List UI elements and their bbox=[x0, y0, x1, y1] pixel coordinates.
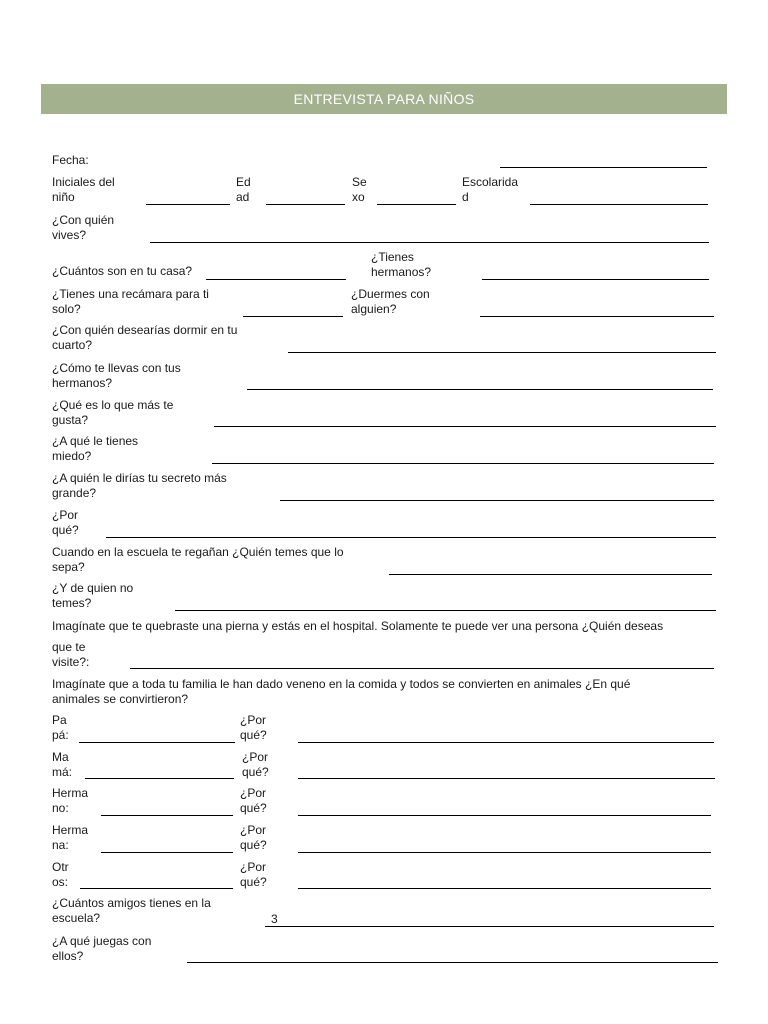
sexo-field[interactable] bbox=[377, 204, 456, 205]
mama-label: Ma má: bbox=[52, 750, 73, 779]
hermana-por-que-field[interactable] bbox=[298, 852, 711, 853]
iniciales-field[interactable] bbox=[146, 204, 230, 205]
duermes-label: ¿Duermes con alguien? bbox=[351, 287, 430, 316]
veneno-question: Imagínate que a toda tu familia le han dado veneno en la comida y todos se convierten en animales ¿En qué animales se convirtieron? bbox=[52, 677, 631, 706]
mas-gusta-label: ¿Qué es lo que más te gusta? bbox=[52, 398, 174, 427]
hermana-animal-field[interactable] bbox=[101, 852, 233, 853]
llevas-hermanos-label: ¿Cómo te llevas con tus hermanos? bbox=[52, 361, 181, 390]
hospital-question: Imagínate que te quebraste una pierna y estás en el hospital. Solamente te puede ver una persona ¿Quién deseas bbox=[52, 619, 664, 633]
llevas-hermanos-field[interactable] bbox=[247, 389, 713, 390]
hermano-por-que-field[interactable] bbox=[298, 815, 711, 816]
escolaridad-label: Escolarida d bbox=[462, 175, 519, 204]
visite-label: que te visite?: bbox=[52, 640, 90, 669]
otros-por-que-field[interactable] bbox=[298, 888, 711, 889]
con-quien-vives-label: ¿Con quién vives? bbox=[52, 213, 115, 242]
form-header bbox=[41, 84, 727, 114]
fecha-field[interactable] bbox=[500, 167, 707, 168]
sexo-label: Se xo bbox=[352, 175, 367, 204]
cuantos-casa-field[interactable] bbox=[206, 279, 346, 280]
hermano-label: Herma no: bbox=[52, 786, 89, 815]
tienes-hermanos-label: ¿Tienes hermanos? bbox=[371, 250, 432, 279]
recamara-label: ¿Tienes una recámara para ti solo? bbox=[52, 287, 209, 316]
recamara-field[interactable] bbox=[243, 316, 343, 317]
mama-por-que-label: ¿Por qué? bbox=[242, 750, 269, 779]
otros-label: Otr os: bbox=[52, 860, 69, 889]
hermana-por-que-label: ¿Por qué? bbox=[240, 823, 267, 852]
iniciales-label: Iniciales del niño bbox=[52, 175, 115, 204]
papa-por-que-field[interactable] bbox=[298, 742, 714, 743]
form-title: ENTREVISTA PARA NIÑOS bbox=[293, 91, 475, 107]
dormir-cuarto-label: ¿Con quién desearías dormir en tu cuarto? bbox=[52, 323, 238, 352]
mas-gusta-field[interactable] bbox=[214, 426, 716, 427]
hermano-por-que-label: ¿Por qué? bbox=[240, 786, 267, 815]
no-temes-field[interactable] bbox=[175, 610, 716, 611]
hermano-animal-field[interactable] bbox=[101, 815, 233, 816]
juegas-field[interactable] bbox=[187, 962, 718, 963]
edad-label: Ed ad bbox=[236, 175, 251, 204]
otros-animal-field[interactable] bbox=[80, 888, 233, 889]
amigos-label: ¿Cuántos amigos tienes en la escuela? bbox=[52, 896, 211, 925]
secreto-label: ¿A quién le dirías tu secreto más grande? bbox=[52, 471, 227, 500]
escuela-reganan-label: Cuando en la escuela te regañan ¿Quién temes que lo sepa? bbox=[52, 545, 344, 574]
hermana-label: Herma na: bbox=[52, 823, 89, 852]
secreto-field[interactable] bbox=[280, 500, 714, 501]
dormir-cuarto-field[interactable] bbox=[288, 352, 716, 353]
papa-animal-field[interactable] bbox=[79, 742, 235, 743]
amigos-field[interactable] bbox=[265, 926, 714, 927]
por-que-label: ¿Por qué? bbox=[52, 508, 79, 537]
no-temes-label: ¿Y de quien no temes? bbox=[52, 581, 134, 610]
duermes-field[interactable] bbox=[480, 316, 714, 317]
con-quien-vives-field[interactable] bbox=[150, 242, 709, 243]
visite-field[interactable] bbox=[130, 668, 714, 669]
miedo-field[interactable] bbox=[212, 463, 714, 464]
amigos-answer: 3 bbox=[271, 912, 278, 926]
edad-field[interactable] bbox=[266, 204, 345, 205]
fecha-label: Fecha: bbox=[52, 153, 89, 167]
tienes-hermanos-field[interactable] bbox=[482, 279, 709, 280]
cuantos-casa-label: ¿Cuántos son en tu casa? bbox=[52, 264, 193, 278]
juegas-label: ¿A qué juegas con ellos? bbox=[52, 934, 152, 963]
mama-por-que-field[interactable] bbox=[298, 778, 715, 779]
escolaridad-field[interactable] bbox=[530, 204, 708, 205]
mama-animal-field[interactable] bbox=[85, 778, 234, 779]
papa-por-que-label: ¿Por qué? bbox=[240, 713, 267, 742]
papa-label: Pa pá: bbox=[52, 713, 69, 742]
por-que-field[interactable] bbox=[106, 537, 716, 538]
miedo-label: ¿A qué le tienes miedo? bbox=[52, 434, 139, 463]
escuela-reganan-field[interactable] bbox=[389, 574, 712, 575]
otros-por-que-label: ¿Por qué? bbox=[240, 860, 267, 889]
